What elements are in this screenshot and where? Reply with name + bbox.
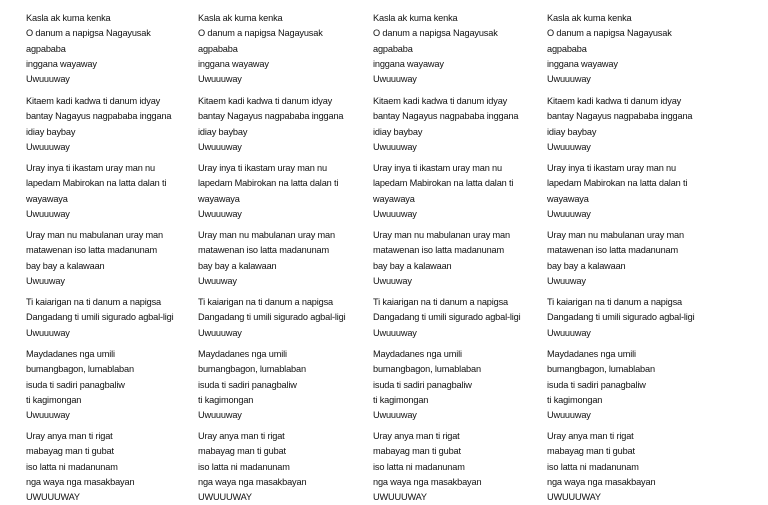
stanza-5 xyxy=(198,295,366,341)
lyric-line: Uwuuuway xyxy=(547,327,591,338)
stanza-3 xyxy=(373,161,541,222)
lyric-line: UWUUUWAY xyxy=(26,492,80,503)
lyric-line: inggana wayaway xyxy=(26,58,97,69)
stanza-4 xyxy=(373,228,541,289)
stanza-4 xyxy=(198,228,366,289)
lyric-line: nga waya nga masakbayan xyxy=(198,476,307,487)
stanza-2 xyxy=(373,94,541,155)
lyric-line: Kasla ak kuma kenka xyxy=(26,13,111,23)
lyric-line: Uwuuuway xyxy=(26,141,70,152)
lyric-line: Uwuuway xyxy=(26,275,65,286)
lyric-line: mabayag man ti gubat xyxy=(373,446,461,457)
lyric-line: bay bay a kalawaan xyxy=(547,260,626,271)
lyric-line: Uwuuuway xyxy=(26,410,70,421)
lyric-line: wayawaya xyxy=(547,193,589,204)
lyric-line: Dangadang ti umili sigurado agbal-ligi xyxy=(198,312,346,323)
lyric-line: idiay baybay xyxy=(26,126,76,137)
lyric-line: Uwuuway xyxy=(547,275,586,286)
lyric-line: lapedam Mabirokan na latta dalan ti xyxy=(547,178,688,189)
lyric-line: Uray inya ti ikastam uray man nu xyxy=(547,163,676,173)
lyric-line: bumangbagon, lumablaban xyxy=(198,364,306,375)
lyric-line: agpababa xyxy=(198,43,238,54)
lyric-line: bay bay a kalawaan xyxy=(373,260,452,271)
lyric-line: Uwuuuway xyxy=(373,208,417,219)
lyric-line: Kitaem kadi kadwa ti danum idyay xyxy=(373,96,508,106)
lyric-line: agpababa xyxy=(26,43,66,54)
lyric-line: matawenan iso latta madanunam xyxy=(373,245,504,256)
lyric-line: Uray man nu mabulanan uray man xyxy=(373,230,510,240)
stanza-6 xyxy=(26,347,194,423)
lyric-line: Kasla ak kuma kenka xyxy=(547,13,632,23)
lyric-line: mabayag man ti gubat xyxy=(26,446,114,457)
lyric-line: Uray inya ti ikastam uray man nu xyxy=(26,163,155,173)
stanza-7 xyxy=(26,429,194,505)
stanza-7 xyxy=(373,429,541,505)
lyric-line: Uwuuuway xyxy=(198,141,242,152)
stanza-6 xyxy=(547,347,715,423)
lyric-line: Maydadanes nga umili xyxy=(547,349,636,359)
lyric-line: Dangadang ti umili sigurado agbal-ligi xyxy=(26,312,174,323)
stanza-2 xyxy=(198,94,366,155)
lyric-line: lapedam Mabirokan na latta dalan ti xyxy=(373,178,514,189)
lyric-line: Kitaem kadi kadwa ti danum idyay xyxy=(198,96,333,106)
lyric-line: Maydadanes nga umili xyxy=(373,349,462,359)
lyric-line: bantay Nagayus nagpababa inggana xyxy=(198,111,344,122)
lyric-line: ti kagimongan xyxy=(26,394,82,405)
lyric-line: Uwuuuway xyxy=(547,208,591,219)
lyric-line: nga waya nga masakbayan xyxy=(373,476,482,487)
lyric-line: nga waya nga masakbayan xyxy=(26,476,135,487)
lyric-line: bumangbagon, lumablaban xyxy=(547,364,655,375)
lyric-line: lapedam Mabirokan na latta dalan ti xyxy=(198,178,339,189)
stanza-4 xyxy=(26,228,194,289)
lyric-line: iso latta ni madanunam xyxy=(547,461,639,472)
lyric-line: idiay baybay xyxy=(547,126,597,137)
stanza-6 xyxy=(198,347,366,423)
lyric-line: bumangbagon, lumablaban xyxy=(373,364,481,375)
lyric-line: Uray anya man ti rigat xyxy=(198,431,285,441)
stanza-1 xyxy=(26,11,194,87)
lyric-line: Uray anya man ti rigat xyxy=(26,431,113,441)
stanza-5 xyxy=(373,295,541,341)
lyric-line: inggana wayaway xyxy=(547,58,618,69)
stanza-7 xyxy=(198,429,366,505)
stanza-3 xyxy=(198,161,366,222)
lyric-line: iso latta ni madanunam xyxy=(198,461,290,472)
lyric-line: Uwuuuway xyxy=(198,327,242,338)
lyric-line: iso latta ni madanunam xyxy=(373,461,465,472)
lyric-line: Dangadang ti umili sigurado agbal-ligi xyxy=(547,312,695,323)
lyric-line: Uwuuuway xyxy=(547,410,591,421)
stanza-5 xyxy=(26,295,194,341)
stanza-6 xyxy=(373,347,541,423)
lyric-line: matawenan iso latta madanunam xyxy=(26,245,157,256)
lyric-line: Uray inya ti ikastam uray man nu xyxy=(373,163,502,173)
lyric-line: O danum a napigsa Nagayusak xyxy=(547,28,672,39)
lyric-line: isuda ti sadiri panagbaliw xyxy=(198,379,297,390)
lyric-line: Uwuuuway xyxy=(373,327,417,338)
lyric-line: Uray man nu mabulanan uray man xyxy=(26,230,163,240)
lyric-line: UWUUUWAY xyxy=(547,492,601,503)
lyric-line: agpababa xyxy=(547,43,587,54)
lyric-line: Ti kaiarigan na ti danum a napigsa xyxy=(198,297,334,307)
lyric-line: wayawaya xyxy=(26,193,68,204)
stanza-5 xyxy=(547,295,715,341)
lyric-line: bantay Nagayus nagpababa inggana xyxy=(26,111,172,122)
lyric-line: bay bay a kalawaan xyxy=(26,260,105,271)
lyric-line: Uwuuuway xyxy=(373,410,417,421)
lyric-line: Uwuuuway xyxy=(26,327,70,338)
lyric-line: O danum a napigsa Nagayusak xyxy=(373,28,498,39)
lyric-line: Uwuuuway xyxy=(547,74,591,85)
lyric-line: ti kagimongan xyxy=(373,394,429,405)
lyric-line: bay bay a kalawaan xyxy=(198,260,277,271)
stanza-1 xyxy=(373,11,541,87)
lyric-line: Uwuuway xyxy=(373,275,412,286)
lyric-line: ti kagimongan xyxy=(547,394,603,405)
lyric-line: Uray man nu mabulanan uray man xyxy=(547,230,684,240)
lyric-line: matawenan iso latta madanunam xyxy=(198,245,329,256)
stanza-2 xyxy=(547,94,715,155)
stanza-7 xyxy=(547,429,715,505)
lyric-line: Uwuuway xyxy=(198,275,237,286)
stanza-1 xyxy=(198,11,366,87)
lyric-line: wayawaya xyxy=(198,193,240,204)
lyric-line: UWUUUWAY xyxy=(198,492,252,503)
lyric-line: Uray man nu mabulanan uray man xyxy=(198,230,335,240)
lyric-line: Kasla ak kuma kenka xyxy=(198,13,283,23)
lyric-line: Uwuuuway xyxy=(373,141,417,152)
lyric-line: bantay Nagayus nagpababa inggana xyxy=(373,111,519,122)
stanza-1 xyxy=(547,11,715,87)
stanza-3 xyxy=(547,161,715,222)
lyric-line: mabayag man ti gubat xyxy=(198,446,286,457)
lyric-line: Uwuuuway xyxy=(198,410,242,421)
lyric-line: wayawaya xyxy=(373,193,415,204)
stanza-2 xyxy=(26,94,194,155)
lyric-line: Kitaem kadi kadwa ti danum idyay xyxy=(26,96,161,106)
lyric-line: UWUUUWAY xyxy=(373,492,427,503)
lyric-line: Uwuuuway xyxy=(26,208,70,219)
lyric-line: Ti kaiarigan na ti danum a napigsa xyxy=(373,297,509,307)
lyric-line: Uray anya man ti rigat xyxy=(547,431,634,441)
lyric-line: Ti kaiarigan na ti danum a napigsa xyxy=(26,297,162,307)
lyric-line: O danum a napigsa Nagayusak xyxy=(26,28,151,39)
lyric-line: Maydadanes nga umili xyxy=(198,349,287,359)
lyric-line: ti kagimongan xyxy=(198,394,254,405)
lyric-line: bumangbagon, lumablaban xyxy=(26,364,134,375)
lyric-line: Uwuuuway xyxy=(373,74,417,85)
lyric-line: isuda ti sadiri panagbaliw xyxy=(547,379,646,390)
lyric-line: Ti kaiarigan na ti danum a napigsa xyxy=(547,297,683,307)
lyric-line: Uwuuuway xyxy=(198,208,242,219)
lyric-line: matawenan iso latta madanunam xyxy=(547,245,678,256)
lyric-line: Kasla ak kuma kenka xyxy=(373,13,458,23)
stanza-3 xyxy=(26,161,194,222)
lyric-line: nga waya nga masakbayan xyxy=(547,476,656,487)
lyric-line: Uwuuuway xyxy=(547,141,591,152)
lyric-line: idiay baybay xyxy=(373,126,423,137)
lyric-line: agpababa xyxy=(373,43,413,54)
lyric-line: idiay baybay xyxy=(198,126,248,137)
lyric-line: inggana wayaway xyxy=(373,58,444,69)
lyric-line: Uray inya ti ikastam uray man nu xyxy=(198,163,327,173)
lyric-line: O danum a napigsa Nagayusak xyxy=(198,28,323,39)
stanza-4 xyxy=(547,228,715,289)
lyric-line: inggana wayaway xyxy=(198,58,269,69)
lyric-line: iso latta ni madanunam xyxy=(26,461,118,472)
lyric-line: lapedam Mabirokan na latta dalan ti xyxy=(26,178,167,189)
lyric-line: Uray anya man ti rigat xyxy=(373,431,460,441)
lyric-line: Maydadanes nga umili xyxy=(26,349,115,359)
lyric-line: isuda ti sadiri panagbaliw xyxy=(373,379,472,390)
lyric-line: isuda ti sadiri panagbaliw xyxy=(26,379,125,390)
lyric-line: Uwuuuway xyxy=(198,74,242,85)
lyric-line: Kitaem kadi kadwa ti danum idyay xyxy=(547,96,682,106)
lyric-line: Dangadang ti umili sigurado agbal-ligi xyxy=(373,312,521,323)
lyric-line: mabayag man ti gubat xyxy=(547,446,635,457)
lyric-line: bantay Nagayus nagpababa inggana xyxy=(547,111,693,122)
lyric-line: Uwuuuway xyxy=(26,74,70,85)
